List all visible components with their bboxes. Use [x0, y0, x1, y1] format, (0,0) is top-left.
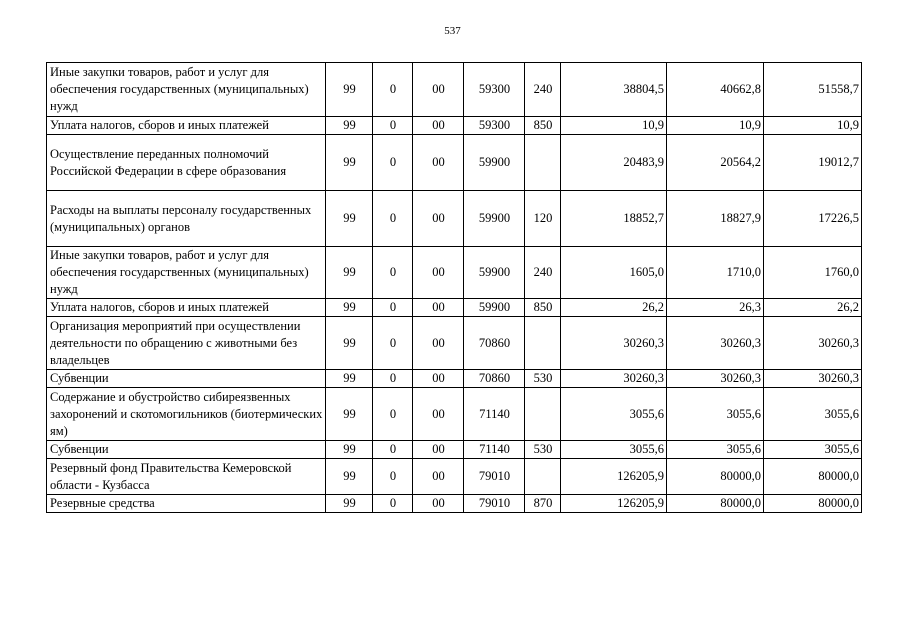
- cell-value-1: 3055,6: [561, 388, 667, 441]
- cell-code-1: 99: [326, 459, 373, 495]
- cell-value-2: 20564,2: [667, 135, 764, 191]
- cell-code-3: 00: [413, 63, 464, 117]
- cell-value-3: 30260,3: [764, 317, 862, 370]
- cell-value-3: 30260,3: [764, 370, 862, 388]
- cell-code-5: 120: [525, 191, 561, 247]
- cell-code-2: 0: [373, 388, 413, 441]
- cell-value-3: 80000,0: [764, 495, 862, 513]
- cell-value-3: 26,2: [764, 299, 862, 317]
- cell-value-3: 80000,0: [764, 459, 862, 495]
- cell-code-1: 99: [326, 441, 373, 459]
- cell-value-2: 40662,8: [667, 63, 764, 117]
- row-name: Иные закупки товаров, работ и услуг для обеспечения государственных (муниципальных) нужд: [47, 247, 326, 299]
- cell-code-1: 99: [326, 63, 373, 117]
- cell-code-4: 79010: [464, 459, 525, 495]
- cell-code-2: 0: [373, 317, 413, 370]
- row-name: Осуществление переданных полномочий Российской Федерации в сфере образования: [47, 135, 326, 191]
- cell-code-5: 240: [525, 247, 561, 299]
- cell-value-1: 126205,9: [561, 495, 667, 513]
- row-name: Субвенции: [47, 370, 326, 388]
- cell-code-3: 00: [413, 441, 464, 459]
- cell-value-1: 126205,9: [561, 459, 667, 495]
- table-row: [47, 441, 862, 459]
- cell-value-3: 10,9: [764, 117, 862, 135]
- row-name: Уплата налогов, сборов и иных платежей: [47, 117, 326, 135]
- cell-value-1: 30260,3: [561, 317, 667, 370]
- cell-value-3: 51558,7: [764, 63, 862, 117]
- budget-table: [46, 62, 862, 513]
- cell-code-5: 530: [525, 370, 561, 388]
- cell-code-3: 00: [413, 370, 464, 388]
- cell-code-4: 59900: [464, 299, 525, 317]
- row-name: Субвенции: [47, 441, 326, 459]
- cell-value-1: 10,9: [561, 117, 667, 135]
- cell-value-1: 3055,6: [561, 441, 667, 459]
- cell-code-5: 530: [525, 441, 561, 459]
- cell-code-3: 00: [413, 191, 464, 247]
- table-row: [47, 317, 862, 370]
- table-row: [47, 459, 862, 495]
- cell-code-3: 00: [413, 388, 464, 441]
- cell-code-1: 99: [326, 388, 373, 441]
- cell-code-4: 70860: [464, 317, 525, 370]
- cell-code-4: 59900: [464, 191, 525, 247]
- cell-code-5: 850: [525, 117, 561, 135]
- cell-code-2: 0: [373, 370, 413, 388]
- table-row: [47, 370, 862, 388]
- cell-code-1: 99: [326, 117, 373, 135]
- cell-code-2: 0: [373, 441, 413, 459]
- cell-code-3: 00: [413, 299, 464, 317]
- cell-code-1: 99: [326, 135, 373, 191]
- cell-code-1: 99: [326, 317, 373, 370]
- cell-code-4: 59300: [464, 63, 525, 117]
- cell-code-2: 0: [373, 299, 413, 317]
- cell-value-2: 26,3: [667, 299, 764, 317]
- cell-value-1: 18852,7: [561, 191, 667, 247]
- cell-code-3: 00: [413, 495, 464, 513]
- table-row: [47, 191, 862, 247]
- cell-value-1: 38804,5: [561, 63, 667, 117]
- cell-code-4: 59300: [464, 117, 525, 135]
- row-name: Уплата налогов, сборов и иных платежей: [47, 299, 326, 317]
- cell-code-5: [525, 135, 561, 191]
- cell-code-2: 0: [373, 495, 413, 513]
- cell-value-3: 17226,5: [764, 191, 862, 247]
- cell-value-2: 80000,0: [667, 459, 764, 495]
- row-name: Содержание и обустройство сибиреязвенных захоронений и скотомогильников (биотермических ям): [47, 388, 326, 441]
- cell-code-5: [525, 459, 561, 495]
- cell-code-3: 00: [413, 117, 464, 135]
- table-row: [47, 247, 862, 299]
- cell-code-1: 99: [326, 495, 373, 513]
- cell-code-5: 850: [525, 299, 561, 317]
- table-row: [47, 117, 862, 135]
- row-name: Иные закупки товаров, работ и услуг для обеспечения государственных (муниципальных) нужд: [47, 63, 326, 117]
- cell-value-2: 30260,3: [667, 317, 764, 370]
- cell-value-1: 30260,3: [561, 370, 667, 388]
- cell-code-5: 870: [525, 495, 561, 513]
- cell-value-1: 26,2: [561, 299, 667, 317]
- cell-value-3: 1760,0: [764, 247, 862, 299]
- cell-value-3: 3055,6: [764, 388, 862, 441]
- cell-code-4: 79010: [464, 495, 525, 513]
- cell-value-1: 1605,0: [561, 247, 667, 299]
- cell-code-2: 0: [373, 135, 413, 191]
- cell-code-2: 0: [373, 459, 413, 495]
- cell-value-2: 30260,3: [667, 370, 764, 388]
- table-row: [47, 495, 862, 513]
- cell-code-4: 59900: [464, 135, 525, 191]
- cell-code-3: 00: [413, 247, 464, 299]
- row-name: Резервные средства: [47, 495, 326, 513]
- cell-code-4: 71140: [464, 388, 525, 441]
- cell-code-5: [525, 388, 561, 441]
- cell-code-4: 59900: [464, 247, 525, 299]
- cell-value-2: 1710,0: [667, 247, 764, 299]
- cell-code-2: 0: [373, 63, 413, 117]
- page-number: 537: [444, 25, 461, 37]
- table-row: [47, 388, 862, 441]
- cell-code-1: 99: [326, 370, 373, 388]
- cell-value-2: 18827,9: [667, 191, 764, 247]
- cell-code-3: 00: [413, 135, 464, 191]
- cell-code-5: 240: [525, 63, 561, 117]
- row-name: Организация мероприятий при осуществлении деятельности по обращению с животными без владельцев: [47, 317, 326, 370]
- cell-value-3: 19012,7: [764, 135, 862, 191]
- cell-code-2: 0: [373, 247, 413, 299]
- table-row: [47, 63, 862, 117]
- row-name: Расходы на выплаты персоналу государственных (муниципальных) органов: [47, 191, 326, 247]
- cell-code-5: [525, 317, 561, 370]
- cell-code-4: 71140: [464, 441, 525, 459]
- cell-code-2: 0: [373, 117, 413, 135]
- cell-code-4: 70860: [464, 370, 525, 388]
- cell-code-1: 99: [326, 299, 373, 317]
- cell-value-1: 20483,9: [561, 135, 667, 191]
- cell-code-1: 99: [326, 191, 373, 247]
- cell-value-2: 10,9: [667, 117, 764, 135]
- table-row: [47, 299, 862, 317]
- cell-value-3: 3055,6: [764, 441, 862, 459]
- cell-code-3: 00: [413, 459, 464, 495]
- cell-value-2: 80000,0: [667, 495, 764, 513]
- cell-value-2: 3055,6: [667, 388, 764, 441]
- cell-code-1: 99: [326, 247, 373, 299]
- cell-value-2: 3055,6: [667, 441, 764, 459]
- cell-code-2: 0: [373, 191, 413, 247]
- row-name: Резервный фонд Правительства Кемеровской области - Кузбасса: [47, 459, 326, 495]
- table-row: [47, 135, 862, 191]
- cell-code-3: 00: [413, 317, 464, 370]
